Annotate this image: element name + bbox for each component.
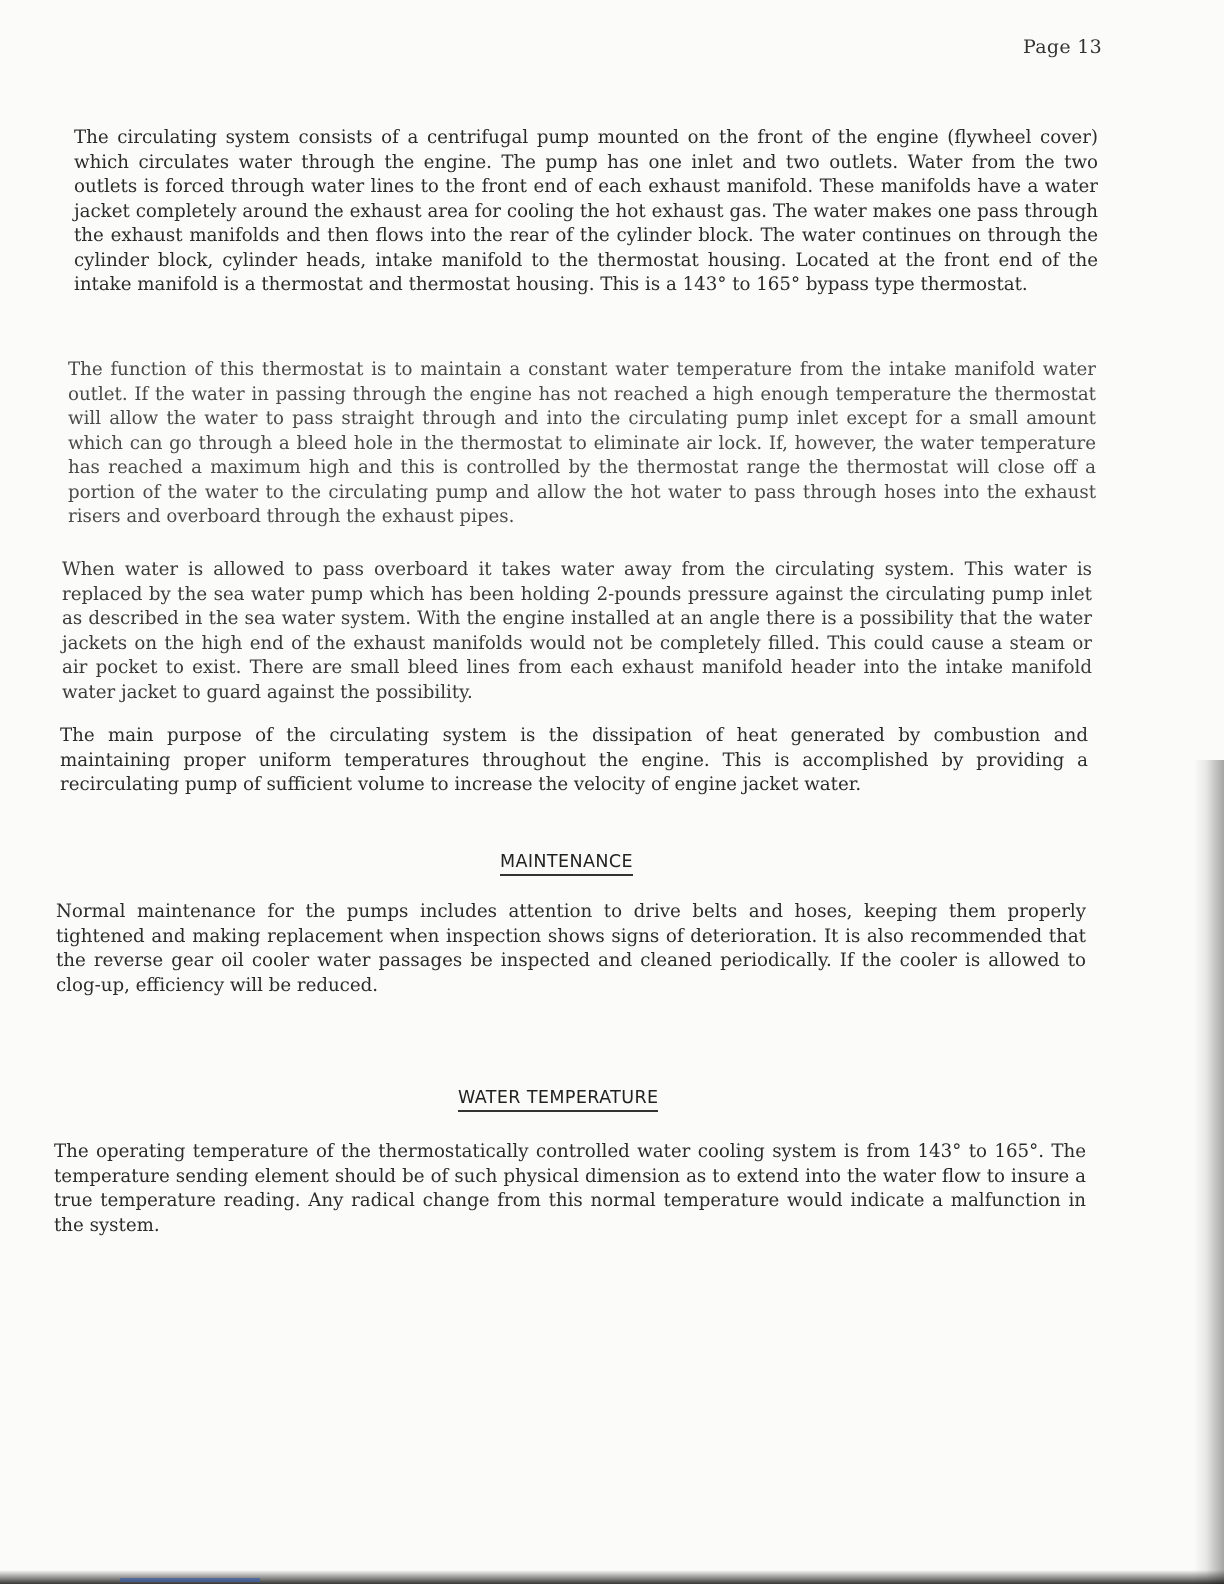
scan-edge-tint (120, 1578, 260, 1582)
page-number: Page 13 (1023, 36, 1102, 58)
paragraph-overboard-water: When water is allowed to pass overboard it takes water away from the circulating system. This water is replaced by the sea water pump which has been holding 2-pounds pressure against the circulating pump inlet as described in the sea water system. With the engine installed at an angle there is a possibility that the water jackets on the high end of the exhaust manifolds would not be completely filled. This could cause a steam or air pocket to exist. There are small bleed lines from each exhaust manifold header into the intake manifold water jacket to guard against the possibility. (62, 559, 1092, 703)
maintenance-heading: MAINTENANCE (500, 852, 633, 876)
water-temperature-heading: WATER TEMPERATURE (458, 1088, 658, 1112)
paragraph-thermostat-function: The function of this thermostat is to maintain a constant water temperature from the intake manifold water outlet. If the water in passing through the engine has not reached a high enough temperature the thermostat will allow the water to pass straight through and into the circulating pump inlet except for a small amount which can go through a bleed hole in the thermostat to eliminate air lock. If, however, the water temperature has reached a maximum high and this is controlled by the thermostat range the thermostat will close off a portion of the water to the circulating pump and allow the hot water to pass through hoses into the exhaust risers and overboard through the exhaust pipes. (68, 359, 1096, 527)
maintenance-paragraph: Normal maintenance for the pumps includes attention to drive belts and hoses, keeping them properly tightened and making replacement when inspection shows signs of deterioration. It is also recommended that the reverse gear oil cooler water passages be inspected and cleaned periodically. If the cooler is allowed to clog-up, efficiency will be reduced. (56, 901, 1086, 996)
paragraph-circulating-system: The circulating system consists of a centrifugal pump mounted on the front of the engine (flywheel cover) which circulates water through the engine. The pump has one inlet and two outlets. Water from the two outlets is forced through water lines to the front end of each exhaust manifold. These manifolds have a water jacket completely around the exhaust area for cooling the hot exhaust gas. The water makes one pass through the exhaust manifolds and then flows into the rear of the cylinder block. The water continues on through the cylinder block, cylinder heads, intake manifold to the thermostat housing. Located at the front end of the intake manifold is a thermostat and thermostat housing. This is a 143° to 165° bypass type thermostat. (74, 127, 1098, 295)
scan-edge-right (1194, 760, 1224, 1584)
water-temperature-paragraph: The operating temperature of the thermostatically controlled water cooling system is from 143° to 165°. The temperature sending element should be of such physical dimension as to extend into the water flow to insure a true temperature reading. Any radical change from this normal temperature would indicate a malfunction in the system. (54, 1141, 1086, 1236)
paragraph-main-purpose: The main purpose of the circulating system is the dissipation of heat generated by combustion and maintaining proper uniform temperatures throughout the engine. This is accomplished by providing a recirculating pump of sufficient volume to increase the velocity of engine jacket water. (60, 725, 1088, 795)
